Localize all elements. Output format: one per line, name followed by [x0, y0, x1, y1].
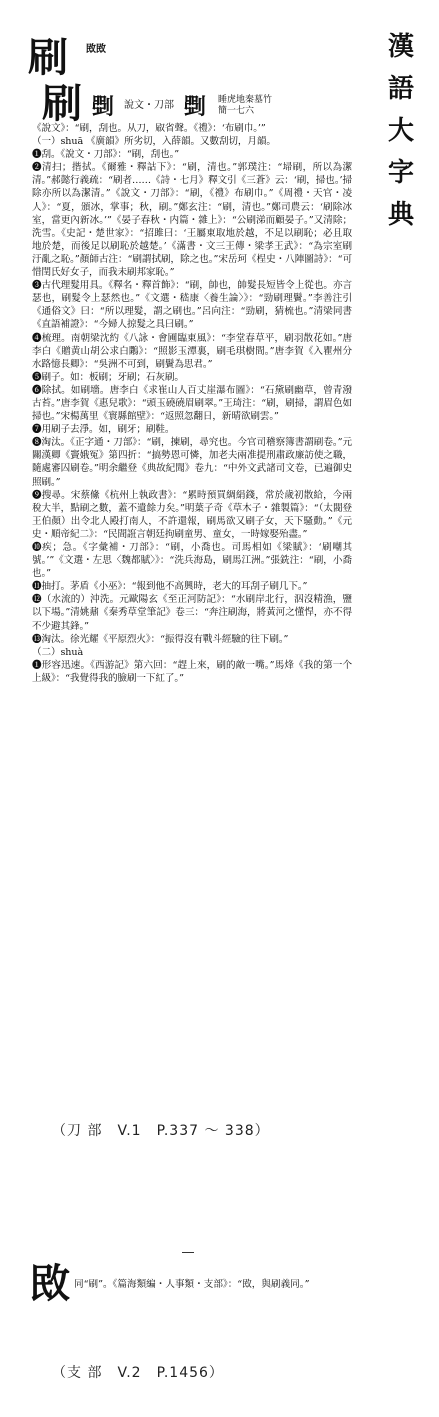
title-char: 語	[387, 74, 414, 104]
seal-source: 說文・刀部	[124, 100, 174, 111]
entry-paragraph: ❶形容迅速。《西游記》第六回：“趕上來，刷的敵一嘴。”馬烽《我的第一个上級》：“我覺得我的臉刷一下紅了。”	[32, 659, 352, 684]
variant-label: 敃敃	[86, 44, 106, 55]
entry-paragraph: 《說文》：“刷，刮也。从刀，㕞省聲。《禮》：‘布刷巾。’”	[32, 123, 266, 134]
seal-script-character: 刷	[42, 80, 82, 127]
handwritten-volume-note: （支 部 V.2 P.1456）	[52, 1365, 224, 1381]
clerical-source: 睡虎地秦墓竹簡一七六	[218, 95, 273, 116]
entry-paragraph: ❷清扫；揩拭。《爾雅・釋詁下》：“刷，清也。”郭璞注：“埽刷，所以為潔清。”郝懿行義疏：“刷者……《詩・七月》釋文引《三蒼》云：‘刷，掃也。’掃除亦所以為潔清。”《說文・刀部》：“刷，《禮》布刷巾。”《周禮・天官・凌人》：“夏，頒冰，掌事；秋，刷。”鄭玄注：“刷，清也。”鄭司農云：‘刷除冰室，當更內新冰。’”《晏子春秋・内篇・雜上》：“公刷涕而顧晏子。”又清除；洗雪。《史記・楚世家》：“招雎曰：‘王屬東取地於越，不足以刷恥；必且取地於楚，而後足以刷恥於越楚。’《滿書・文三王傳・梁孝王武》：“為宗室刷汙亂之恥。”顏師古注：“刷謂拭刷，除之也。”宋岳珂《桯史・八陣圖詩》：“可惜閏氏好女子，而我未刷邦家恥。”	[32, 162, 352, 279]
title-char: 字	[387, 158, 414, 188]
separator-dash	[182, 1252, 194, 1253]
dictionary-series-title	[381, 28, 421, 234]
entry-paragraph: ❶刮。《說文・刀部》：“刷，刮也。”	[32, 149, 180, 161]
entry-paragraph: ❼用刷子去淨。如，刷牙；刷鞋。	[32, 424, 175, 436]
title-char: 漢	[387, 32, 414, 62]
entry-body: 同“刷”。《篇海類編・人事類・支部》：“敃，與刷義同。”	[74, 1279, 310, 1290]
entry-paragraph: （一）shuā 《廣韻》所劣切，入薛韻。又數刮切，月韻。	[32, 136, 276, 148]
entry-paragraph: ⓭淘汰。徐光耀《平原烈火》：“振得沒有戰斗經驗的往下刷。”	[32, 633, 289, 645]
entry-head-character: 敃	[30, 1260, 70, 1307]
entry-paragraph: ⓬（水流的）沖洗。元歐陽玄《至正河防記》：“水刷岸北行，泅沒精漁，鹽以下場。”清姚鼐《秦秀草堂筆記》卷三：“奔注刷海，將黃河之懂悍，亦不得不少避其鋒。”	[32, 594, 352, 632]
title-char: 典	[387, 200, 414, 230]
title-char: 大	[387, 116, 414, 146]
clerical-script-glyph: 㓸	[184, 94, 207, 120]
entry-paragraph: ❿疾；急。《字彙補・刀部》：“刷，小喬也。司馬相如《梁賦》：‘刷嘲其號。’”《文選・左思〈魏都賦〉》：“洗兵海島，刷馬江洲。”張銑注：“刷，小喬也。”	[32, 542, 352, 580]
handwritten-volume-note: （刀 部 V.1 P.337 ～ 338）	[52, 1123, 270, 1139]
entry-paragraph: ❾搜尋。宋蔡絛《杭州上執政書》：“累時預買綢絹錢，常於歲初散給，今兩稅大半，點刷之數，蓋不遺餘力矣。”明葉子奇《草木子・雜製篇》：“（太閥登王伯顏）出令北人殿打南人，不許還報，刷馬欲又刷子女，天下騷動。”《元史・順帝紀二》：“民間誑言朝廷拘刷童男、童女，一時嫁娶殆盡。”	[32, 489, 352, 540]
entry-body	[32, 122, 352, 685]
entry-paragraph: ❸古代理髮用具。《釋名・釋首飾》：“刷，帥也，帥髮長短皆令上從也。亦言瑟也，刷髮令上瑟然也。”《文選・嵇康〈養生論〉》：“勁刷理鬢。”李善注引《通俗文》曰：“所以理髮，謂之刷也。”呂向注：“勁刷，猜梳也。”清梁同書《直語補證》：“今婦人掠髮之具曰刷。”	[32, 280, 352, 331]
entry-paragraph: ❽淘汰。《正字通・刀部》：“刷，揀刷，尋究也。今官司稽察簿書謂刷卷。”元關漢卿《竇娥冤》第四折：“搞勢恩可憐，加老夫兩准提刑肅政廉訪使之職，隨處審囚刷卷。”明余繼登《典故紀聞》卷九：“中外文武諸司文卷，已遍御史照刷。”	[32, 437, 352, 488]
entry-paragraph: ❺刷子。如：板刷；牙刷；石灰刷。	[32, 371, 184, 383]
entry-paragraph: ❹梳理。南朝梁沈約《八詠・會圃臨東風》：“李堂春草平，刷羽散花如。”唐李白《贈黄山胡公求白鷴》：“照影玉潭裏，刷毛琪樹間。”唐李賀《入瞿州分水路憶長卿》：“吳洲不可到，刷鬢為思君。”	[32, 332, 352, 370]
seal-mark-glyph: 㓸	[92, 94, 115, 120]
entry-paragraph: ❻除拭。如刷墻。唐李白《求崔山人百丈崖瀑布圖》：“石黛刷幽草，曾青潑古苔。”唐李賀《惠兒歌》：“頭玉磽磽眉刷翠。”王琦注：“刷，刷掃，謂眉色如掃也。”宋楊萬里《寰縣館壁》：“返照忽翻日，新晴欲刷雲。”	[32, 384, 352, 423]
entry-head-character: 刷	[28, 34, 68, 81]
entry-paragraph: （二）shuà	[32, 646, 84, 658]
entry-paragraph: ⓫抽打。茅盾《小巫》：“報到他不高興時，老大的耳刮子刷几下。”	[32, 581, 308, 593]
